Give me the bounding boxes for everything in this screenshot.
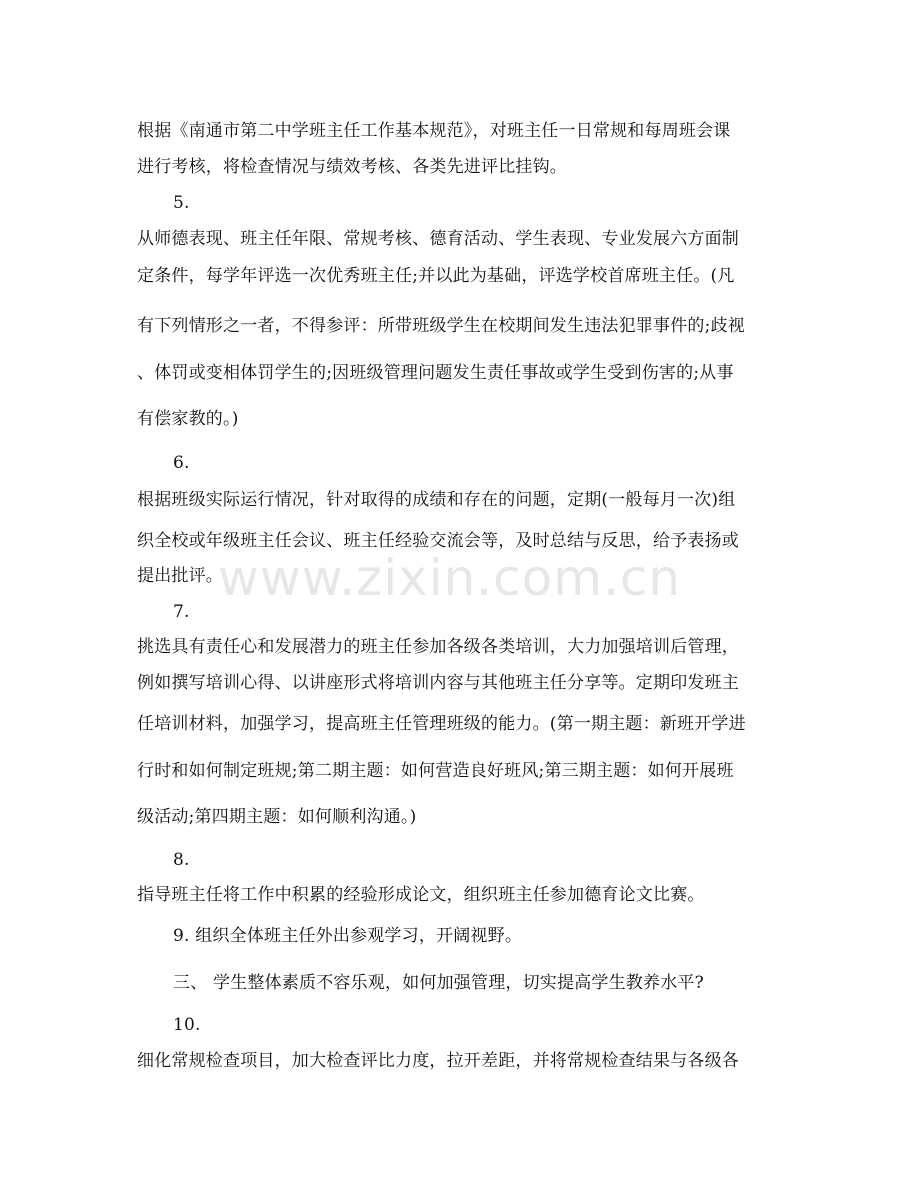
- text-line: 从师德表现、班主任年限、常规考核、德育活动、学生表现、专业发展六方面制: [137, 229, 739, 249]
- item-number: 8.: [173, 850, 190, 870]
- text-line: 指导班主任将工作中积累的经验形成论文，组织班主任参加德育论文比赛。: [137, 885, 705, 905]
- text-line: 细化常规检查项目，加大检查评比力度，拉开差距，并将常规检查结果与各级各: [137, 1051, 739, 1071]
- text-line: 根据《南通市第二中学班主任工作基本规范》，对班主任一日常规和每周班会课: [137, 121, 731, 141]
- text-line: 、体罚或变相体罚学生的;因班级管理问题发生责任事故或学生受到伤害的;从事: [137, 363, 734, 383]
- text-line: 9. 组织全体班主任外出参观学习，开阔视野。: [173, 926, 523, 946]
- text-line: 行时和如何制定班规;第二期主题：如何营造良好班风;第三期主题：如何开展班: [137, 761, 734, 781]
- item-number: 5.: [173, 193, 190, 213]
- text-line: 提出批评。: [137, 566, 223, 586]
- text-line: 进行考核，将检查情况与绩效考核、各类先进评比挂钩。: [137, 157, 567, 177]
- item-number: 6.: [173, 453, 190, 473]
- text-line: 织全校或年级班主任会议、班主任经验交流会等，及时总结与反思，给予表扬或: [137, 531, 739, 551]
- text-line: 根据班级实际运行情况，针对取得的成绩和存在的问题，定期(一般每月一次)组: [137, 490, 736, 510]
- text-line: 挑选具有责任心和发展潜力的班主任参加各级各类培训，大力加强培训后管理，: [137, 637, 739, 657]
- item-number: 7.: [173, 602, 190, 622]
- text-line: 定条件，每学年评选一次优秀班主任;并以此为基础，评选学校首席班主任。(凡: [137, 266, 735, 286]
- section-heading: 三、 学生整体素质不容乐观，如何加强管理，切实提高学生教养水平?: [173, 973, 704, 993]
- item-number: 10.: [173, 1015, 201, 1035]
- watermark: www.zixin.com.cn: [218, 549, 682, 607]
- text-line: 有下列情形之一者，不得参评：所带班级学生在校期间发生违法犯罪事件的;歧视: [137, 316, 745, 336]
- text-line: 级活动;第四期主题：如何顺利沟通。): [137, 807, 417, 827]
- text-line: 有偿家教的。): [137, 409, 239, 429]
- text-line: 例如撰写培训心得、以讲座形式将培训内容与其他班主任分享等。定期印发班主: [137, 673, 739, 693]
- text-line: 任培训材料，加强学习，提高班主任管理班级的能力。(第一期主题：新班开学进: [137, 714, 746, 734]
